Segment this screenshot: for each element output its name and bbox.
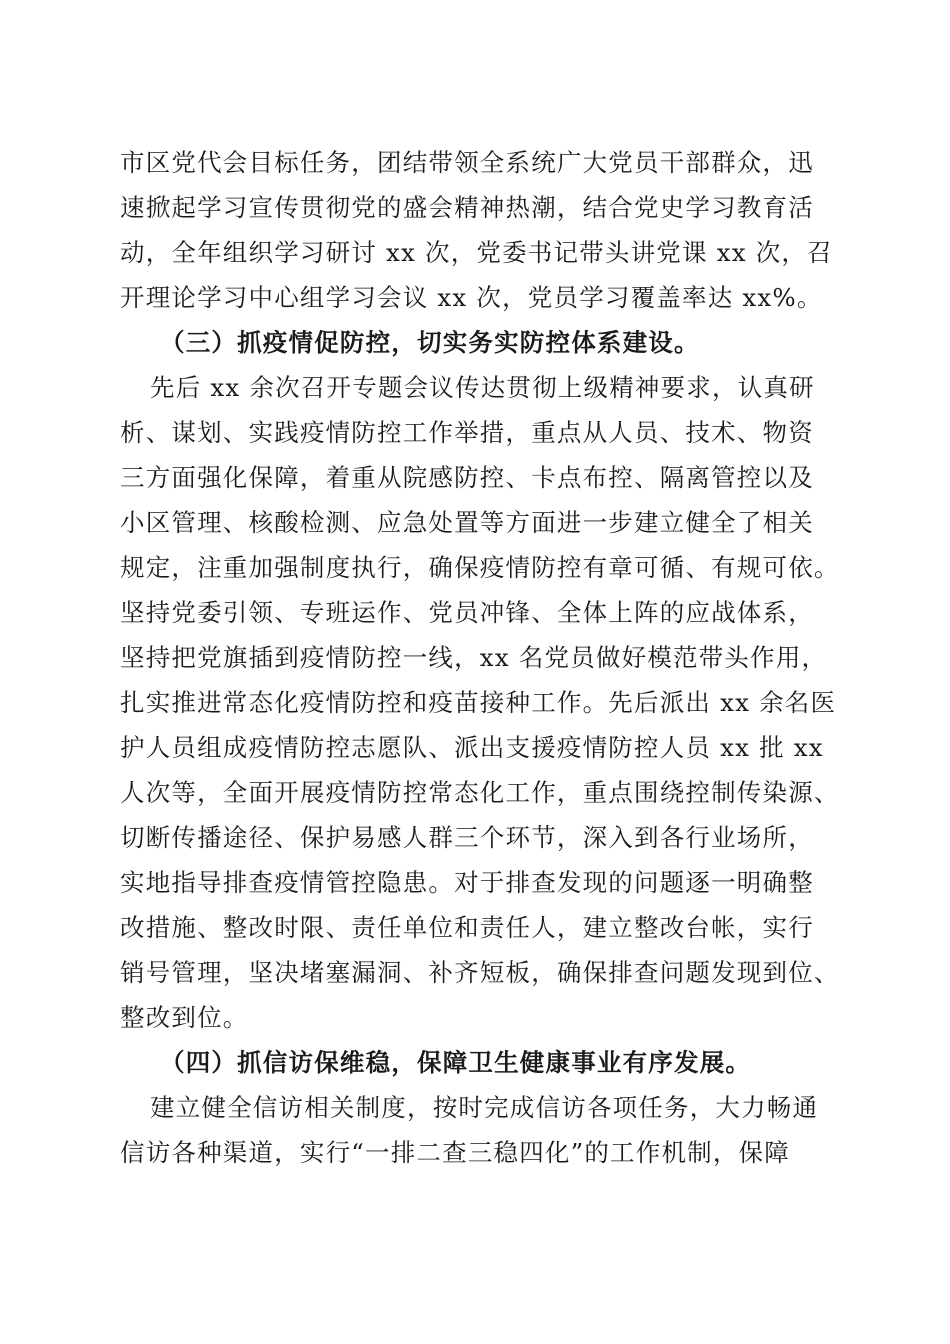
text-line: 析、谋划、实践疫情防控工作举措，重点从人员、技术、物资 bbox=[120, 418, 814, 447]
text-line: 整改到位。 bbox=[120, 1003, 249, 1032]
text-line: 护人员组成疫情防控志愿队、派出支援疫情防控人员 xx 批 xx bbox=[120, 733, 824, 762]
text-line: 小区管理、核酸检测、应急处置等方面进一步建立健全了相关 bbox=[120, 508, 814, 537]
section-heading: （四）抓信访保维稳，保障卫生健康事业有序发展。 bbox=[160, 1048, 752, 1077]
text-line: 坚持把党旗插到疫情防控一线，xx 名党员做好模范带头作用， bbox=[120, 643, 828, 672]
text-line: 建立健全信访相关制度，按时完成信访各项任务，大力畅通 bbox=[150, 1093, 819, 1122]
text-line: 改措施、整改时限、责任单位和责任人，建立整改台帐，实行 bbox=[120, 913, 814, 942]
text-line: 信访各种渠道，实行“一排二查三稳四化”的工作机制，保障 bbox=[120, 1138, 790, 1167]
text-line: 扎实推进常态化疫情防控和疫苗接种工作。先后派出 xx 余名医 bbox=[120, 688, 837, 717]
text-line: 规定，注重加强制度执行，确保疫情防控有章可循、有规可依。 bbox=[120, 553, 840, 582]
text-line: 坚持党委引领、专班运作、党员冲锋、全体上阵的应战体系， bbox=[120, 598, 814, 627]
text-line: 市区党代会目标任务，团结带领全系统广大党员干部群众，迅 bbox=[120, 148, 814, 177]
text-line: 人次等，全面开展疫情防控常态化工作，重点围绕控制传染源、 bbox=[120, 778, 840, 807]
text-line: 切断传播途径、保护易感人群三个环节，深入到各行业场所， bbox=[120, 823, 814, 852]
text-line: 动，全年组织学习研讨 xx 次，党委书记带头讲党课 xx 次，召 bbox=[120, 238, 833, 267]
text-line: 实地指导排查疫情管控隐患。对于排查发现的问题逐一明确整 bbox=[120, 868, 814, 897]
section-heading: （三）抓疫情促防控，切实务实防控体系建设。 bbox=[160, 328, 700, 357]
text-line: 销号管理，坚决堵塞漏洞、补齐短板，确保排查问题发现到位、 bbox=[120, 958, 840, 987]
text-line: 开理论学习中心组学习会议 xx 次，党员学习覆盖率达 xx%。 bbox=[120, 283, 823, 312]
text-line: 先后 xx 余次召开专题会议传达贯彻上级精神要求，认真研 bbox=[150, 373, 815, 402]
text-line: 三方面强化保障，着重从院感防控、卡点布控、隔离管控以及 bbox=[120, 463, 814, 492]
text-line: 速掀起学习宣传贯彻党的盛会精神热潮，结合党史学习教育活 bbox=[120, 193, 814, 222]
